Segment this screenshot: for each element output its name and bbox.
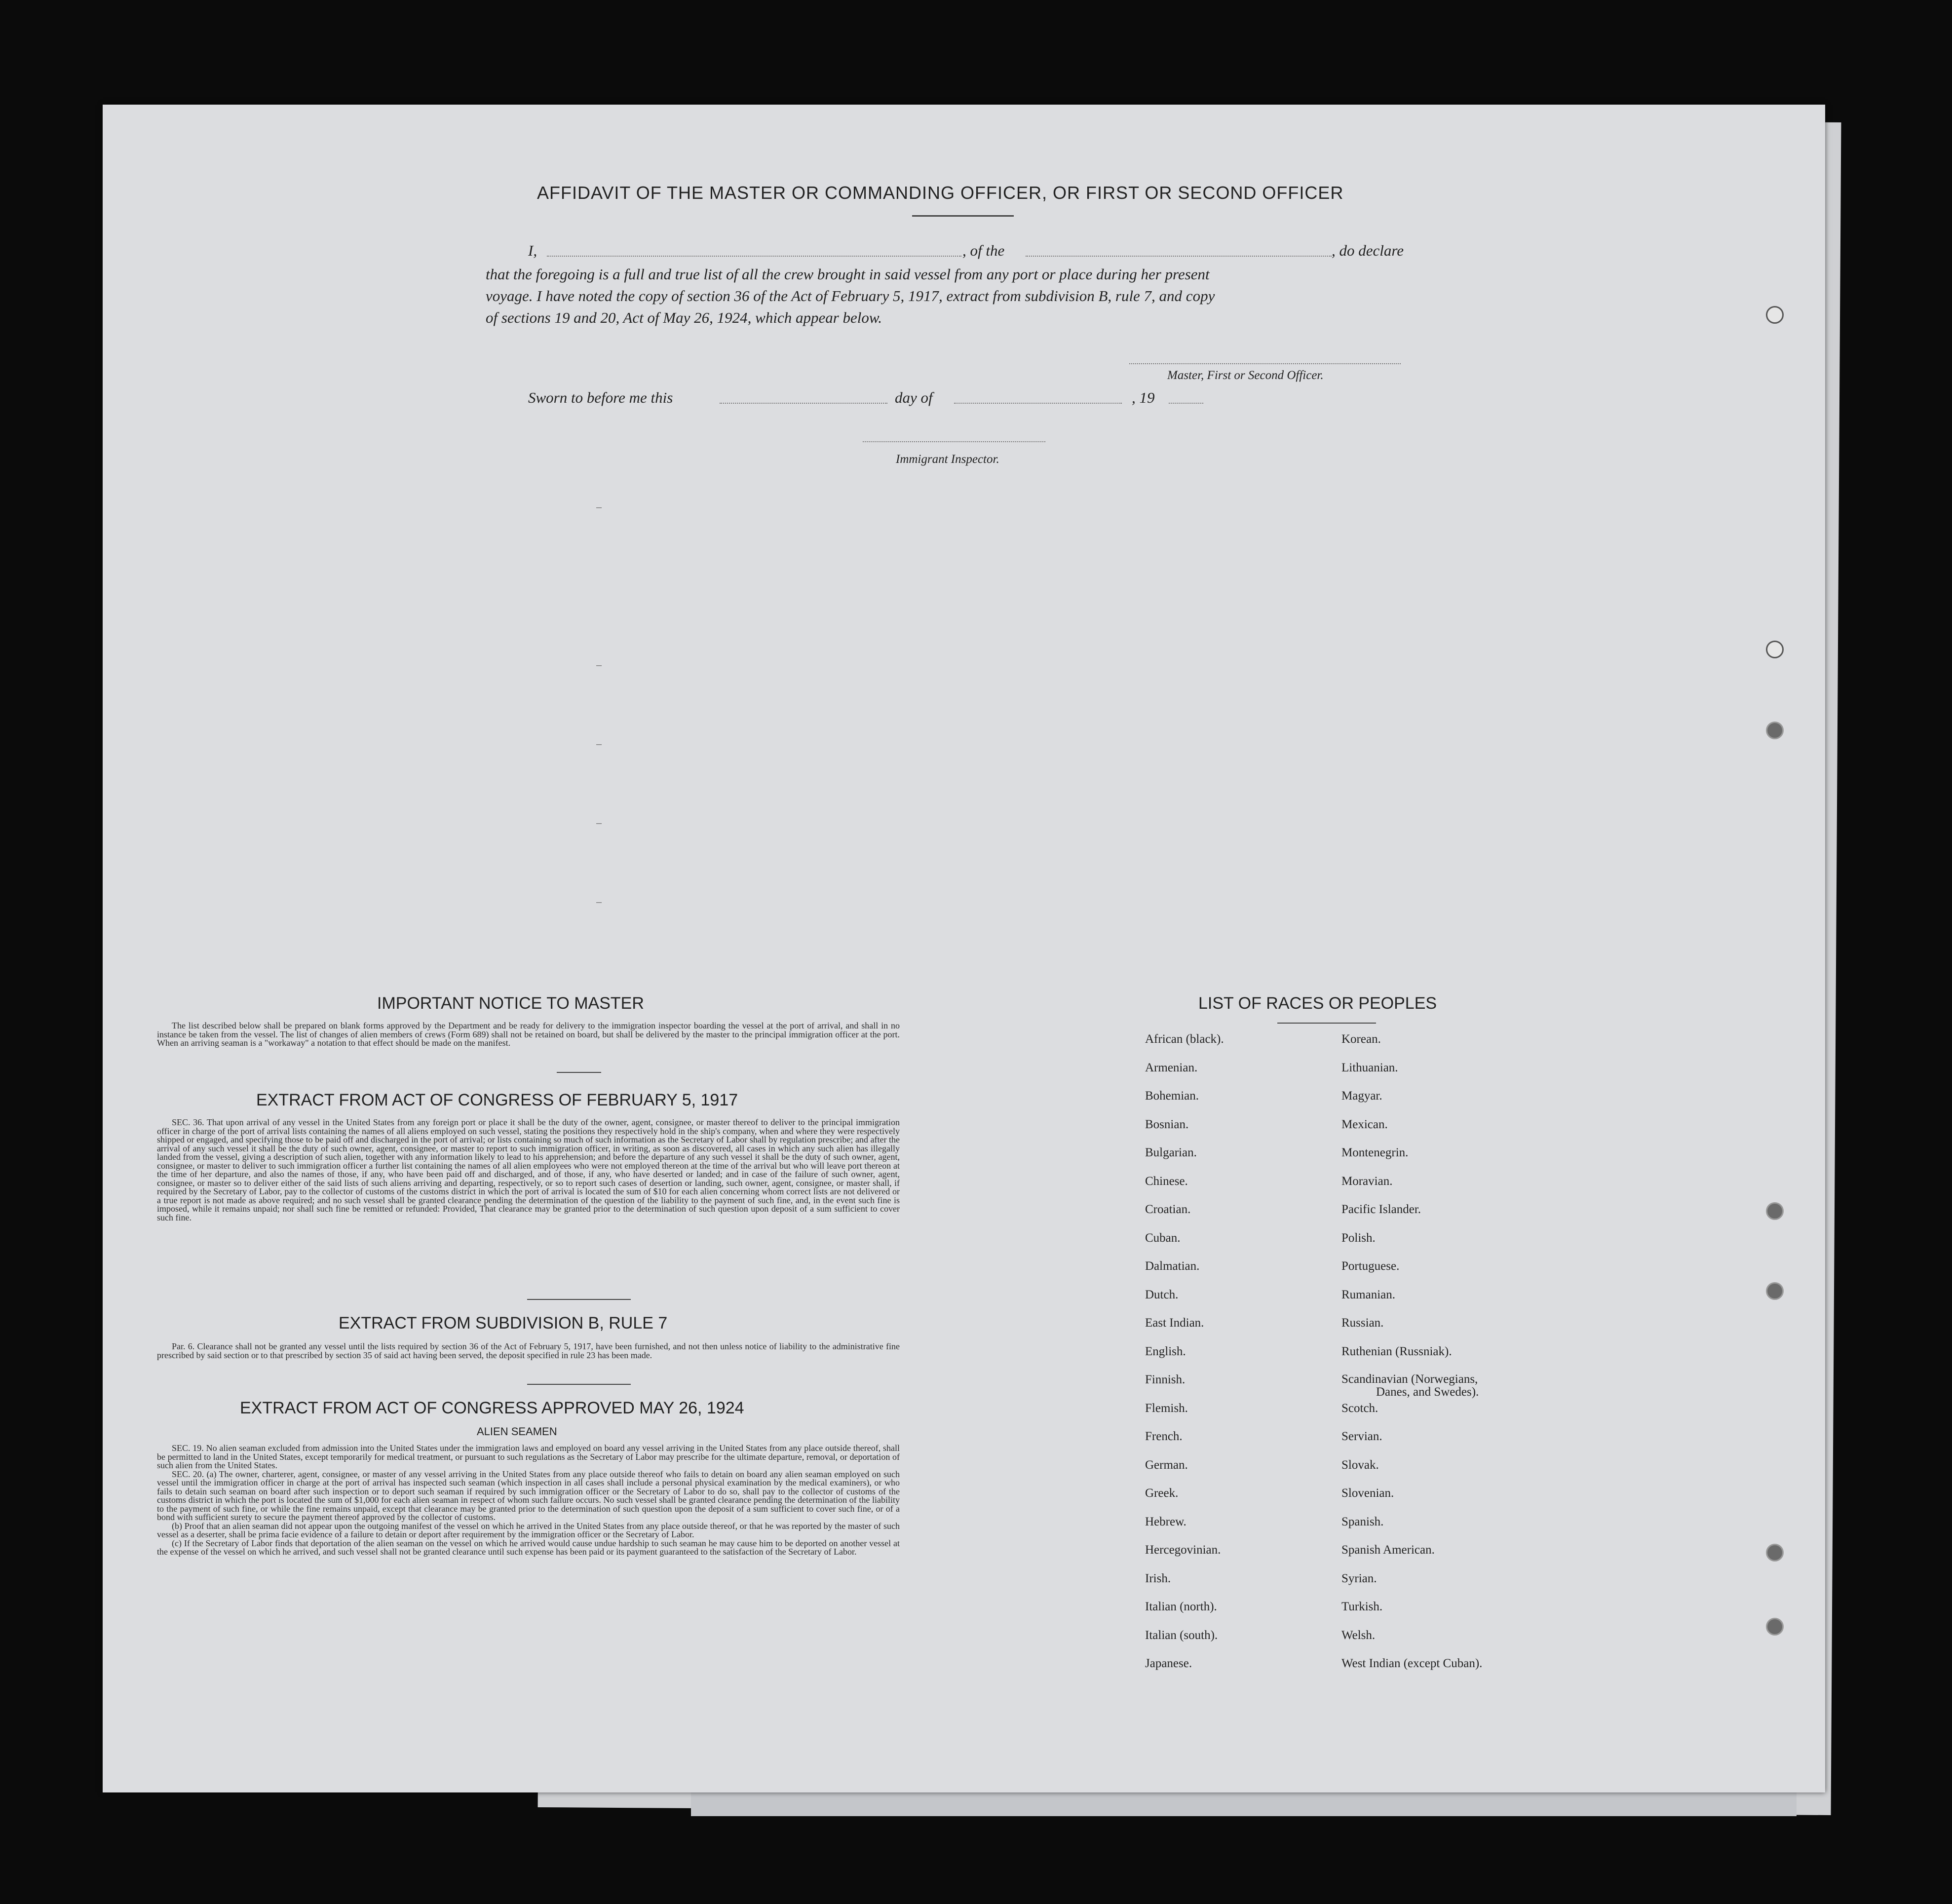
race-item: German. (1145, 1458, 1188, 1472)
extract-1917-rule (527, 1299, 631, 1300)
race-item: Moravian. (1341, 1174, 1393, 1188)
signature-label: Master, First or Second Officer. (1167, 369, 1324, 382)
rule7-rule (527, 1384, 631, 1385)
vessel-blank[interactable] (1026, 256, 1332, 257)
race-item: Scotch. (1341, 1401, 1378, 1415)
bleed-mark: – (596, 897, 602, 908)
race-item: Bosnian. (1145, 1117, 1189, 1131)
inspector-signature-blank[interactable] (863, 441, 1045, 442)
race-item: Russian. (1341, 1316, 1384, 1330)
notice-rule (557, 1072, 601, 1073)
binder-hole-icon (1766, 306, 1784, 324)
rule7-title: EXTRACT FROM SUBDIVISION B, RULE 7 (339, 1314, 668, 1333)
race-item-two-line (1341, 1373, 1482, 1402)
inspector-label: Immigrant Inspector. (896, 453, 999, 466)
signature-blank[interactable] (1129, 363, 1401, 364)
year-blank[interactable] (1169, 403, 1203, 404)
extract-1924-text (157, 1444, 900, 1557)
year-label: , 19 (1132, 389, 1155, 406)
notice-title: IMPORTANT NOTICE TO MASTER (377, 994, 644, 1013)
races-title: LIST OF RACES OR PEOPLES (1198, 994, 1437, 1013)
sworn-label: Sworn to before me this (528, 389, 673, 406)
rule7-paragraph: Par. 6. Clearance shall not be granted any vessel until the lists required by section 36 of the Act of February 5, 1917, have been furnished, and not then unless notice of liability to the administrative fine prescribed by said section or to that prescribed by section 35 of said act having been served, the deposit specified in rule 23 has been made. (157, 1341, 900, 1360)
race-item: Slovak. (1341, 1458, 1379, 1472)
race-item: Armenian. (1145, 1061, 1198, 1074)
race-item: English. (1145, 1344, 1186, 1358)
bleed-mark: – (596, 739, 602, 750)
race-item: Italian (north). (1145, 1600, 1217, 1613)
race-item: Hercegovinian. (1145, 1543, 1221, 1557)
race-item: Lithuanian. (1341, 1061, 1398, 1074)
race-item: Syrian. (1341, 1571, 1377, 1585)
race-item: Chinese. (1145, 1174, 1188, 1188)
binder-hole-icon (1766, 1282, 1784, 1300)
extract-1917-paragraph: SEC. 36. That upon arrival of any vessel in the United States from any foreign port or place it shall be the duty of the owner, agent, consignee, or master thereof to deliver to the principal immigration officer in charge of the port of arrival lists containing the names of all aliens employed on such vessel, stating the positions they respectively hold in the ship's company, when and where they were respectively shipped or engaged, and specifying those to be paid off and discharged in the port of arrival; or lists containing so much of such information as the Secretary of Labor shall by regulation prescribe; and after the arrival of any such vessel it shall be the duty of such owner, agent, consignee, or master to report to such immigration officer, in writing, as soon as discovered, all cases in which any such alien has illegally landed from the vessel, giving a description of such alien, together with any information likely to lead to his apprehension; and before the departure of any such vessel it shall be the duty of such owner, agent, consignee, or master to deliver to such immigration officer a further list containing the names of all alien employees who were not employed thereon at the time of the arrival but who will leave port thereon at the time of her departure, and also the names of those, if any, who have been paid off and discharged, and of those, if any, who have deserted or landed; and in case of the failure of such owner, agent, consignee, or master so to deliver either of the said lists of such aliens arriving and departing, respectively, or so to report such cases of desertion or landing, such owner, agent, consignee, or master shall, if required by the Secretary of Labor, pay to the collector of customs of the customs district in which the port of arrival is located the sum of $10 for each alien concerning whom correct lists are not delivered or a true report is not made as above required; and no such vessel shall be granted clearance pending the determination of the question of the liability to the payment of such fine, and, in the event such fine is imposed, while it remains unpaid; nor shall such fine be remitted or refunded: Provided, That clearance may be granted prior to the determination of such question upon deposit of a sum sufficient to cover such fine. (157, 1117, 900, 1222)
race-item: Italian (south). (1145, 1628, 1218, 1642)
binder-hole-icon (1766, 641, 1784, 658)
race-item: Greek. (1145, 1486, 1179, 1500)
name-blank[interactable] (547, 256, 961, 257)
affidavit-title: AFFIDAVIT OF THE MASTER OR COMMANDING OFFICER, OR FIRST OR SECOND OFFICER (537, 183, 1344, 203)
race-item: Portuguese. (1341, 1259, 1400, 1273)
race-item: French. (1145, 1430, 1183, 1443)
sec-19-paragraph: SEC. 19. No alien seaman excluded from admission into the United States under the immigration laws and employed on board any vessel arriving in the United States from any place outside thereof, shall be permitted to land in the United States, except temporarily for medical treatment, or pursuant to such regulations as the Secretary of Labor may prescribe for the ultimate departure, removal, or deportation of such alien from the United States. (157, 1443, 900, 1470)
race-item: Irish. (1145, 1571, 1171, 1585)
sworn-month-blank[interactable] (954, 403, 1122, 404)
race-item: Servian. (1341, 1430, 1382, 1443)
extract-1924-title: EXTRACT FROM ACT OF CONGRESS APPROVED MAY 26, 1924 (240, 1399, 744, 1417)
race-item: Korean. (1341, 1032, 1381, 1046)
races-column-1 (1145, 1032, 1224, 1685)
race-item: Dalmatian. (1145, 1259, 1200, 1273)
race-item: Croatian. (1145, 1203, 1191, 1216)
race-item: Mexican. (1341, 1117, 1388, 1131)
title-rule (912, 215, 1014, 217)
notice-paragraph: The list described below shall be prepared on blank forms approved by the Department and be ready for delivery to the immigration inspector boarding the vessel at the port of arrival, and shall in no instance be taken from the vessel. The list of changes of alien members of crews (Form 689) shall not be retained on board, but shall be delivered by the master to the principal immigration officer at the port. When an arriving seaman is a "workaway" a notation to that effect should be made on the manifest. (157, 1021, 900, 1048)
race-item: African (black). (1145, 1032, 1224, 1046)
race-item: Finnish. (1145, 1373, 1186, 1386)
race-item: Welsh. (1341, 1628, 1376, 1642)
race-item: East Indian. (1145, 1316, 1204, 1330)
race-item: Pacific Islander. (1341, 1203, 1421, 1216)
declaration-line: of sections 19 and 20, Act of May 26, 1924, which appear below. (486, 309, 882, 326)
race-item-line: Danes, and Swedes). (1376, 1385, 1479, 1399)
binder-hole-icon (1766, 722, 1784, 739)
races-column-2 (1341, 1032, 1482, 1685)
race-item: Bohemian. (1145, 1089, 1199, 1103)
binder-hole-icon (1766, 1544, 1784, 1561)
notice-text (157, 1022, 900, 1048)
bleed-mark: – (596, 818, 602, 829)
do-declare-label: , do declare (1332, 242, 1404, 259)
race-item: Rumanian. (1341, 1288, 1396, 1301)
race-item: Spanish American. (1341, 1543, 1435, 1557)
race-item-line: Scandinavian (Norwegians, (1341, 1372, 1478, 1386)
race-item: Polish. (1341, 1231, 1376, 1245)
race-item: Spanish. (1341, 1515, 1384, 1528)
races-rule (1277, 1023, 1376, 1024)
bleed-mark: – (596, 660, 602, 671)
race-item: Montenegrin. (1341, 1146, 1409, 1159)
race-item: Slovenian. (1341, 1486, 1394, 1500)
day-of-label: day of (895, 389, 933, 406)
sec-20b-paragraph: (b) Proof that an alien seaman did not appear upon the outgoing manifest of the vessel on which he arrived in the United States from any place outside thereof, or that he was reported by the master of such vessel as a deserter, shall be prima facie evidence of a failure to detain or deport after requirement by the immigration officer or the Secretary of Labor. (157, 1521, 900, 1539)
rule7-text (157, 1342, 900, 1360)
declaration-line: voyage. I have noted the copy of section 36 of the Act of February 5, 1917, extract from subdivision B, rule 7, and copy (486, 287, 1215, 305)
sec-20a-paragraph: SEC. 20. (a) The owner, charterer, agent, consignee, or master of any vessel arriving in the United States from any place outside thereof who fails to detain on board any alien seaman employed on such vessel until the immigration officer in charge at the port of arrival has inspected such seaman (which inspection in all cases shall include a personal physical examination by the medical examiners), or who fails to detain such seaman on board after such inspection or to deport such seaman if required by such immigration officer or the Secretary of Labor to do so, shall pay to the collector of customs of the customs district in which the port is located the sum of $1,000 for each alien seaman in respect of whom such failure occurs. No such vessel shall be granted clearance pending the determination of the liability to the payment of such fine, or while the fine remains unpaid, except that clearance may be granted prior to the determination of such question upon the deposit of a sum sufficient to cover such fine, or of a bond with sufficient surety to secure the payment thereof approved by the collector of customs. (157, 1469, 900, 1522)
declaration-text (486, 264, 1215, 329)
race-item: Flemish. (1145, 1401, 1188, 1415)
race-item: Dutch. (1145, 1288, 1179, 1301)
extract-1917-text (157, 1118, 900, 1222)
extract-1917-title: EXTRACT FROM ACT OF CONGRESS OF FEBRUARY 5, 1917 (256, 1091, 738, 1109)
race-item: West Indian (except Cuban). (1341, 1657, 1483, 1670)
race-item: Turkish. (1341, 1600, 1383, 1613)
bleed-mark: – (596, 502, 602, 513)
sworn-day-blank[interactable] (720, 403, 887, 404)
race-item: Cuban. (1145, 1231, 1181, 1245)
affidavit-i-label: I, (528, 242, 537, 259)
of-the-label: , of the (962, 242, 1005, 259)
sec-20c-paragraph: (c) If the Secretary of Labor finds that deportation of the alien seaman on the vessel on which he arrived would cause undue hardship to such seaman he may cause him to be deported on another vessel at the expense of the vessel on which he arrived, and such vessel shall not be granted clearance until such expense has been paid or its payment guaranteed to the satisfaction of the Secretary of Labor. (157, 1538, 900, 1557)
binder-hole-icon (1766, 1618, 1784, 1636)
race-item: Ruthenian (Russniak). (1341, 1344, 1452, 1358)
race-item: Magyar. (1341, 1089, 1382, 1103)
race-item: Japanese. (1145, 1657, 1192, 1670)
race-item: Bulgarian. (1145, 1146, 1197, 1159)
race-item: Hebrew. (1145, 1515, 1187, 1528)
document-page (103, 105, 1825, 1792)
declaration-line: that the foregoing is a full and true list of all the crew brought in said vessel from any port or place during her present (486, 266, 1210, 283)
alien-seamen-subtitle: ALIEN SEAMEN (477, 1425, 557, 1438)
binder-hole-icon (1766, 1202, 1784, 1220)
